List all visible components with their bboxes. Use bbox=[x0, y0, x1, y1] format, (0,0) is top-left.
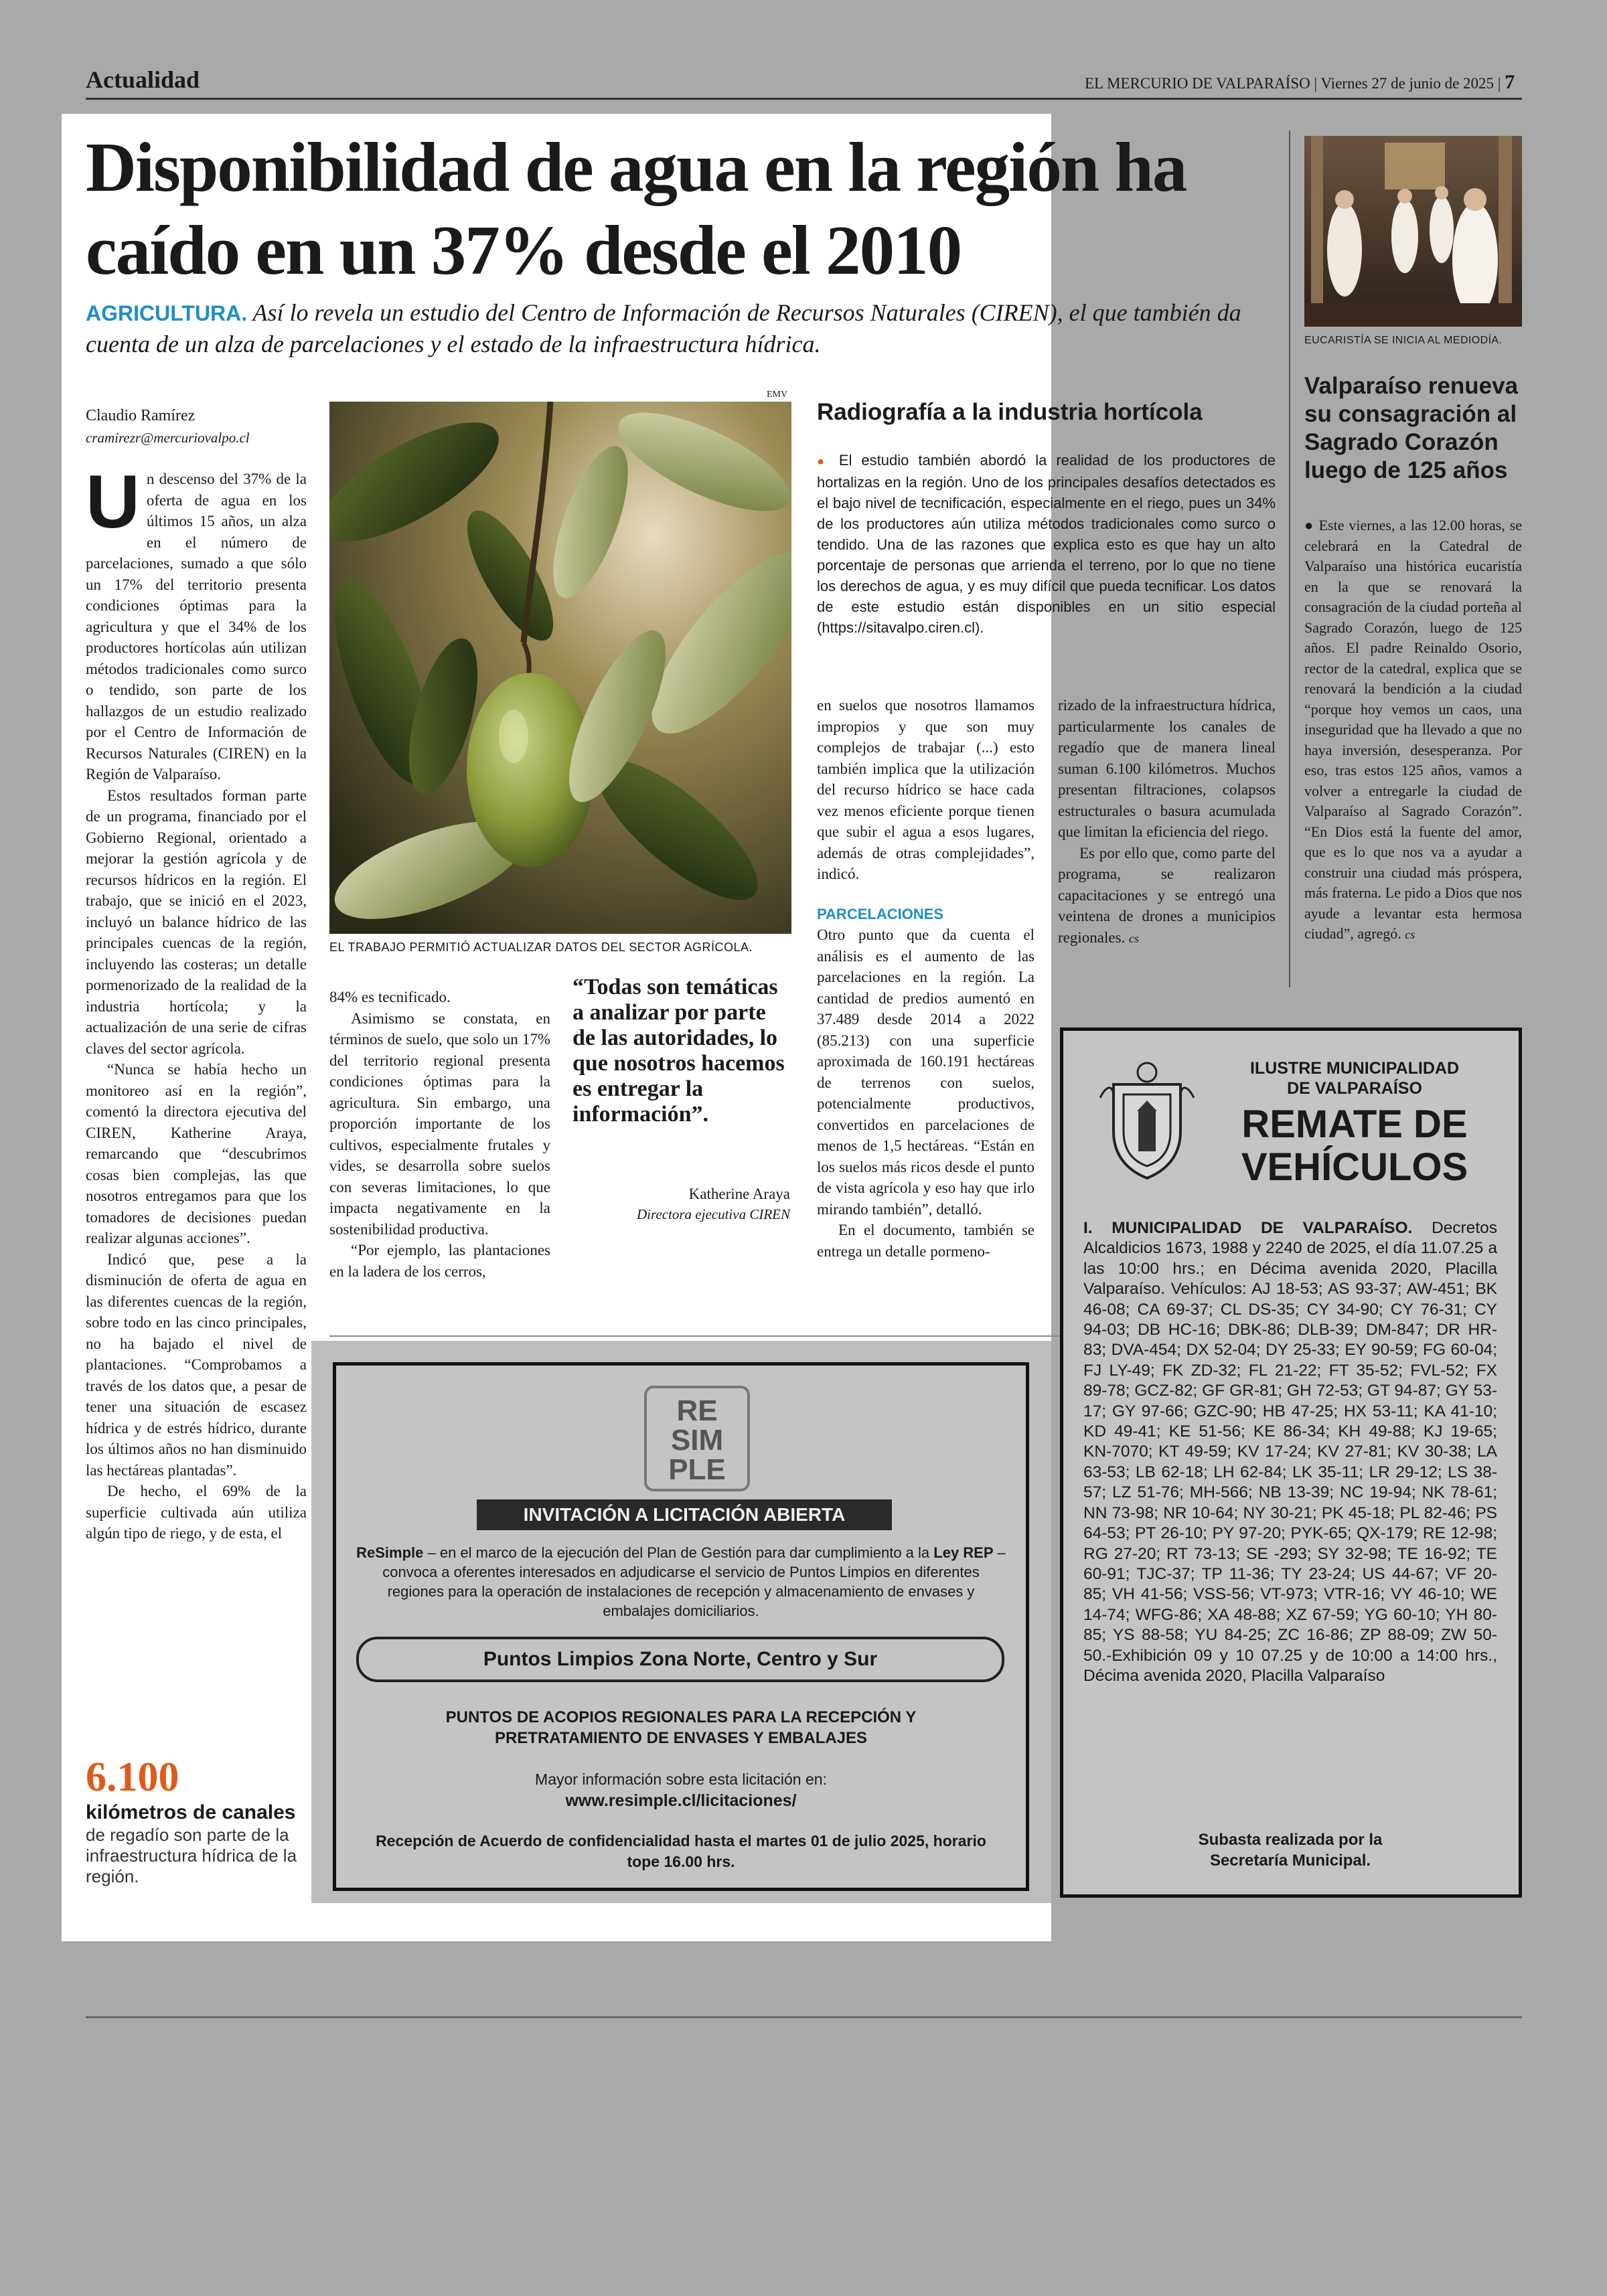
body-bold-1: ReSimple bbox=[356, 1544, 424, 1561]
avocado-photo bbox=[329, 402, 791, 934]
remate-org-2: DE VALPARAÍSO bbox=[1287, 1079, 1422, 1098]
photo-credit: EMV bbox=[767, 390, 788, 400]
right-column-divider bbox=[1289, 131, 1290, 987]
resimple-subtitle: PUNTOS DE ACOPIOS REGIONALES PARA LA RECEPCIÓN Y PRETRATAMIENTO DE ENVASES Y EMBALAJES bbox=[445, 1708, 917, 1747]
remate-title-2: VEHÍCULOS bbox=[1241, 1145, 1468, 1189]
remate-title-1: REMATE DE bbox=[1241, 1102, 1468, 1146]
avocado-tree-image bbox=[329, 402, 791, 934]
col2-p1: 84% es tecnificado. bbox=[329, 989, 451, 1005]
resimple-deadline: Recepción de Acuerdo de confidencialidad hasta el martes 01 de julio 2025, horario tope 16.00 hrs. bbox=[376, 1832, 986, 1870]
pull-quote: “Todas son temáticas a analizar por parte de las autoridades, lo que nosotros hacemos es entregar la información”. bbox=[572, 975, 785, 1127]
body-text-1: – en el marco de la ejecución del Plan de Gestión para dar cumplimiento a la bbox=[423, 1544, 934, 1561]
byline-email: cramirezr@mercuriovalpo.cl bbox=[86, 430, 250, 446]
col1-p4: Indicó que, pese a la disminución de oferta de agua en las diferentes cuencas de la región, sobre todo en las cinco principales, no ha bajado el nivel de plantaciones. “Comprobamos a través de los datos que, a pesar de tener una situación de escasez hídrica y de estrés hídrico, durante los últimos años no han disminuido las hectáreas plantadas”. bbox=[86, 1250, 307, 1479]
article-headline: Disponibilidad de agua en la región ha caído en un 37% desde el 2010 bbox=[86, 128, 1187, 289]
municipal-crest-icon bbox=[1097, 1058, 1197, 1181]
drop-cap: U bbox=[86, 460, 140, 544]
remate-footer-1: Subasta realizada por la bbox=[1198, 1831, 1383, 1849]
photo-caption: EL TRABAJO PERMITIÓ ACTUALIZAR DATOS DEL SECTOR AGRÍCOLA. bbox=[329, 940, 753, 954]
sidebar-title: Radiografía a la industria hortícola bbox=[817, 399, 1203, 425]
brief-end-mark: cs bbox=[1405, 928, 1415, 941]
remate-footer-2: Secretaría Municipal. bbox=[1209, 1852, 1371, 1870]
bottom-right-grey bbox=[1051, 1914, 1547, 1941]
remate-body-text: Decretos Alcaldicios 1673, 1988 y 2240 de 2025, el día 11.07.25 a las 10:00 hrs.; en Décima avenida 2020, Placilla Valparaíso. Vehículos: AJ 18-53; AS 93-37; AW-451; BK 46-08; CA 69-37; CL DS-35; CY 34-90; CY 76-31; CY 94-03; DB HC-16; DBK-86; DLB-39; DM-847; DR HR-83; DVA-454; DX 52-04; DY 25-33; EY 90-59; FG 60-04; FJ LY-49; FK ZD-32; FL 21-22; FT 35-52; FVL-52; FX 89-78; GCZ-82; GF GR-81; GH 72-53; GT 94-87; GY 53-17; GY 97-66; GZC-90; HB 47-25; HX 53-11; KA 41-10; KD 49-41; KE 51-56; KE 86-34; KH 49-88; KJ 19-65; KN-7070; KT 49-59; KV 17-24; KV 27-81; KV 30-38; LA 63-53; LB 62-18; LH 62-84; LK 35-11; LR 29-12; LS 38-57; LZ 51-76; MH-566; NB 13-39; NC 19-94; NK 78-61; NN 73-98; NR 10-64; NY 30-21; PK 45-18; PL 82-46; PS 64-53; PT 26-10; PY 97-20; PYK-65; QX-179; RE 12-98; RG 27-20; RT 73-13; SE -293; SY 32-98; TE 16-92; TE 60-91; TJC-37; TP 11-36; TY 23-24; US 44-67; VF 20-85; VH 41-56; VSS-56; VT-973; VTR-16; VY 46-10; WE 14-74; WFG-86; XA 48-88; XZ 67-59; YG 60-10; YH 80-85; YS 88-58; YU 84-25; ZC 16-86; ZP 88-09; ZW 50-50.-Exhibición 09 y 10 07.25 y de 10:00 a 14:00 hrs., Décima avenida 2020, Placilla Valparaíso bbox=[1083, 1219, 1497, 1685]
ad-separator-rule bbox=[329, 1335, 1066, 1337]
col1-p1: n descenso del 37% de la oferta de agua en los últimos 15 años, un alza en el número de parcelaciones, sumado a que sólo un 17% del territorio presenta condiciones óptimas para la agricultura y que el 34% de los productores hortícolas aún utilizan métodos tradicionales como surco o tendido, son parte de los hallazgos de un estudio realizado por el Centro de Información de Recursos Naturales (CIREN) en la Región de Valparaíso. bbox=[86, 471, 307, 783]
kicker: AGRICULTURA. bbox=[86, 301, 248, 325]
quote-role: Directora ejecutiva CIREN bbox=[637, 1206, 790, 1222]
col3-p1: en suelos que nosotros llamamos impropios y que son muy complejos de trabajar (...) esto también implica que la utilización del recurso hídrico se hace cada vez menos eficiente porque tienen que subir el agua a esos lugares, además de otras complejidades”, indicó. bbox=[817, 697, 1035, 882]
logo-line-1: RE bbox=[676, 1394, 718, 1427]
remate-org-1: ILUSTRE MUNICIPALIDAD bbox=[1249, 1059, 1460, 1078]
sidebar-text: El estudio también abordó la realidad de los productores de hortalizas en la región. Uno de los principales desafíos detectados es el bajo nivel de tecnificación, especialmente en el riego, pues un 34% de los productores aún utiliza métodos tradicionales como surco o tendido. Una de las razones que explica esto es que hay un alto porcentaje de personas que arrienda el terreno, por lo que no tiene los derechos de agua, y es muy difícil que pueda tecnificar. Los datos de este estudio están disponibles en un sitio especial (https://sitavalpo.ciren.cl). bbox=[817, 452, 1276, 636]
stat-label: kilómetros de canales bbox=[86, 1801, 296, 1823]
stat-detail: de regadío son parte de la infraestructura hídrica de la región. bbox=[86, 1825, 297, 1886]
column-2 bbox=[329, 987, 550, 1282]
body-bold-2: Ley REP bbox=[933, 1544, 994, 1561]
footer-rule bbox=[86, 2016, 1522, 2018]
sidebar-text-block bbox=[817, 450, 1276, 638]
article-deck bbox=[86, 297, 1284, 359]
col4-p1: rizado de la infraestructura hídrica, particularmente los canales de regadío que de manera lineal suman 6.100 kilómetros. Muchos presentan filtraciones, colapsos estructurales o basura acumulada que limitan la eficiencia del riego. bbox=[1058, 697, 1276, 840]
quote-name: Katherine Araya bbox=[688, 1185, 790, 1202]
section-label: Actualidad bbox=[86, 66, 200, 93]
stat-number: 6.100 bbox=[86, 1754, 179, 1800]
resimple-logo bbox=[644, 1386, 750, 1491]
end-mark: cs bbox=[1129, 931, 1140, 945]
resimple-url[interactable]: www.resimple.cl/licitaciones/ bbox=[565, 1791, 797, 1810]
page-number: 7 bbox=[1505, 71, 1515, 93]
puntos-limpios-pill: Puntos Limpios Zona Norte, Centro y Sur bbox=[356, 1637, 1004, 1682]
remate-ad bbox=[1060, 1028, 1522, 1898]
col3-p3: En el documento, también se entrega un detalle pormeno- bbox=[817, 1222, 1035, 1260]
col3-p2: Otro punto que da cuenta el análisis es el aumento de las parcelaciones en la región. La cantidad de predios aumentó en 37.489 desde 2014 a 2022 (85.213) con una superficie aproximada de 160.191 hectáreas de terrenos con suelos, potencialmente productivos, convertidos en parcelaciones de menos de 1,5 hectáreas. “Están en los suelos más ricos desde el punto de vista agrícola y eso hay que irlo mirando también”, detalló. bbox=[817, 926, 1035, 1218]
column-3 bbox=[817, 695, 1035, 1262]
column-1 bbox=[86, 460, 307, 1544]
procession-image bbox=[1304, 136, 1522, 327]
subhead-parcelaciones: PARCELACIONES bbox=[817, 905, 944, 922]
publication-date: Viernes 27 de junio de 2025 bbox=[1320, 75, 1495, 92]
stat-box bbox=[86, 1754, 313, 1887]
remate-body bbox=[1083, 1218, 1497, 1686]
brief-text: Este viernes, a las 12.00 horas, se celebrará en la Catedral de Valparaíso una histórica eucaristía en la que se renovará la consagración de la ciudad porteña al Sagrado Corazón, luego de 125 años. El padre Reinaldo Osorio, rector de la catedral, explica que se renovará la bendición a la ciudad “porque hoy vemos un caos, una inseguridad que ha llevado a que no haya inversión, desesperanza. Por eso, tras estos 125 años, vamos a volver a entregarle la ciudad de Valparaíso al Sagrado Corazón”. “En Dios está la fuente del amor, que es lo que nos va a ayudar a construir una ciudad más próspera, más fraterna. Le pido a Dios que nos ayude a levantar esta hermosa ciudad”, agregó. bbox=[1304, 517, 1522, 942]
deck-text: Así lo revela un estudio del Centro de Información de Recursos Naturales (CIREN), el que también da cuenta de un alza de parcelaciones y el estado de la infraestructura hídrica. bbox=[86, 299, 1241, 357]
col4-p2: Es por ello que, como parte del programa, se realizaron capacitaciones y se entregó una veintena de drones a municipios regionales. bbox=[1058, 844, 1276, 946]
brief-text-block bbox=[1304, 515, 1522, 945]
resimple-body bbox=[356, 1543, 1006, 1621]
body-text-2: – convoca a oferentes interesados en adjudicarse el servicio de Puntos Limpios en diferentes regiones para la operación de instalaciones de recepción y almacenamiento de envases y embalajes domiciliarios. bbox=[382, 1544, 1006, 1619]
logo-line-3: PLE bbox=[668, 1453, 726, 1486]
logo-line-2: SIM bbox=[670, 1424, 724, 1457]
resimple-info: Mayor información sobre esta licitación en: bbox=[535, 1771, 827, 1788]
remate-lead: I. MUNICIPALIDAD DE VALPARAÍSO. bbox=[1083, 1219, 1413, 1237]
header-rule bbox=[86, 98, 1522, 100]
brief-photo-caption: EUCARISTÍA SE INICIA AL MEDIODÍA. bbox=[1304, 335, 1503, 346]
col2-p2: Asimismo se constata, en términos de suelo, que solo un 17% del territorio regional presenta condiciones óptimas para la agricultura. Sin embargo, una proporción importante de los cultivos, especialmente frutales y vides, se desarrolla sobre suelos con severas limitaciones, lo que impacta negativamente en la sostenibilidad productiva. bbox=[329, 1009, 550, 1238]
col1-p5: De hecho, el 69% de la superficie cultivada aún utiliza algún tipo de riego, y de esta, el bbox=[86, 1483, 307, 1542]
licitacion-banner: INVITACIÓN A LICITACIÓN ABIERTA bbox=[477, 1499, 892, 1530]
brief-headline: Valparaíso renueva su consagración al Sagrado Corazón luego de 125 años bbox=[1304, 373, 1519, 483]
byline-name: Claudio Ramírez bbox=[86, 407, 196, 424]
bullet-icon: ● bbox=[1304, 517, 1314, 534]
col2-p3: “Por ejemplo, las plantaciones en la ladera de los cerros, bbox=[329, 1242, 550, 1280]
col1-p2: Estos resultados forman parte de un programa, financiado por el Gobierno Regional, orientado a mejorar la gestión agrícola y de recursos hídricos en la región. El trabajo, que se inició en el 2023, incluyó un balance hídrico de las principales cuencas de la región, incluyendo las costeras; un detalle pormenorizado de la realidad de la industria hortícola; y la actualización de una serie de cifras claves del sector agrícola. bbox=[86, 787, 307, 1057]
cathedral-photo bbox=[1304, 136, 1522, 327]
column-4 bbox=[1058, 695, 1276, 949]
resimple-ad bbox=[333, 1362, 1029, 1891]
col1-p3: “Nunca se había hecho un monitoreo así en la región”, comentó la directora ejecutiva del CIREN, Katherine Araya, remarcando que “descubrimos cosas bien complejas, las que nosotros entregamos para que los tomadores de decisiones puedan realizar algunas acciones”. bbox=[86, 1061, 307, 1246]
publication-name: EL MERCURIO DE VALPARAÍSO bbox=[1085, 75, 1310, 92]
bullet-icon: ● bbox=[817, 455, 830, 468]
publication-line: EL MERCURIO DE VALPARAÍSO | Viernes 27 de junio de 2025 | 7 bbox=[1085, 71, 1515, 93]
